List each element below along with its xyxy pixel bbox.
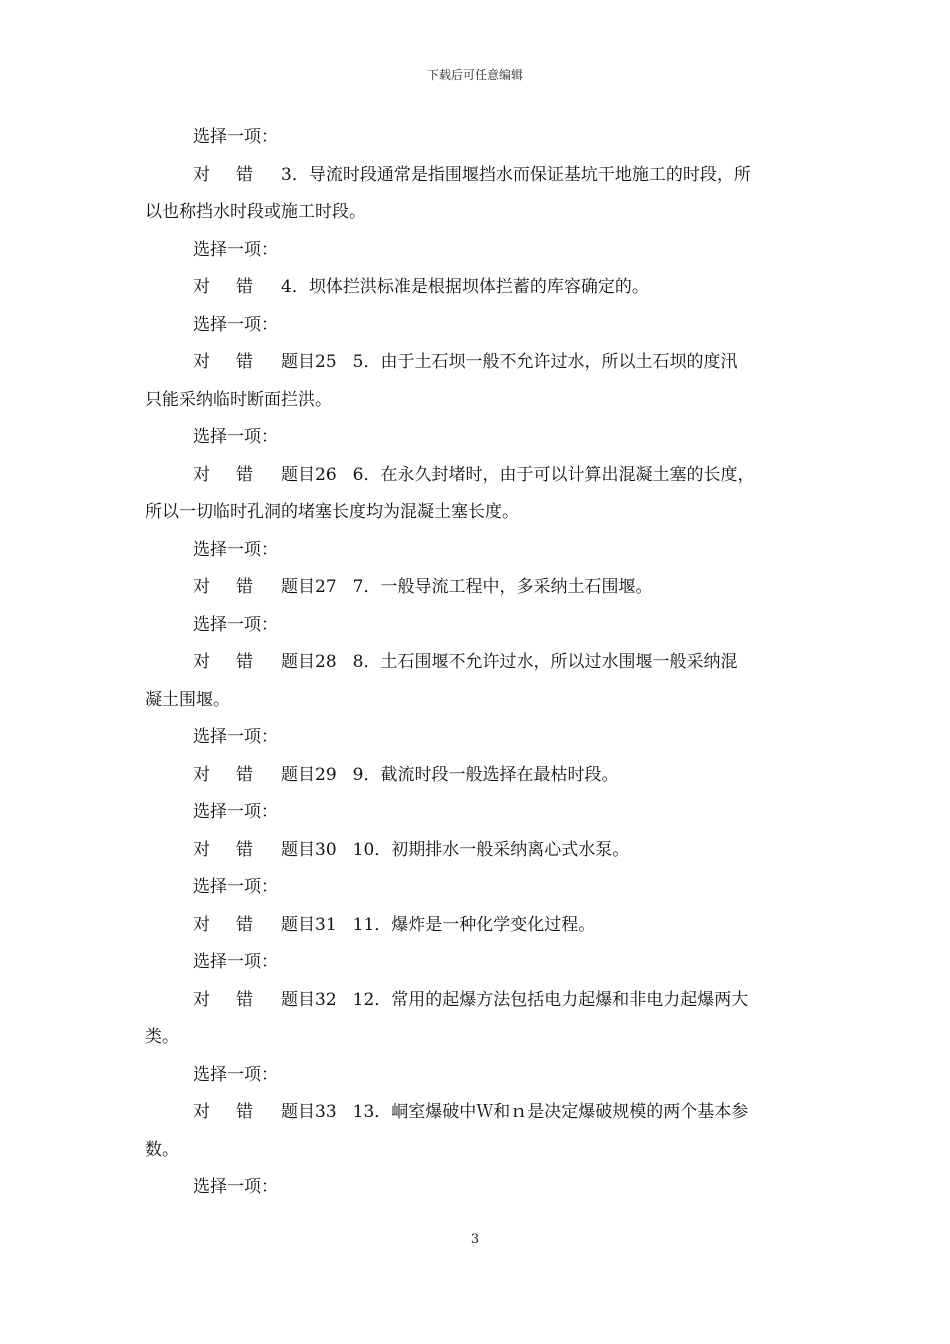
question-tag: 题目28 <box>281 652 337 672</box>
question-line <box>145 344 813 382</box>
question-line <box>145 1094 813 1132</box>
question-line <box>145 157 813 195</box>
question-text: 爆炸是一种化学变化过程。 <box>391 914 596 935</box>
question-text-continued: 类。 <box>145 1027 179 1047</box>
question-text: 峒室爆破中Ｗ和ｎ是决定爆破规模的两个基本参 <box>391 1102 749 1122</box>
option-false[interactable]: 错 <box>236 464 253 485</box>
question-line <box>145 907 813 945</box>
select-one-label: 选择一项： <box>193 239 278 260</box>
question-number: 5． <box>352 352 381 372</box>
question-number: 4． <box>281 277 309 297</box>
question-number: 9． <box>352 764 381 785</box>
option-true[interactable]: 对 <box>193 577 210 597</box>
question-text: 导流时段通常是指围堰挡水而保证基坑干地施工的时段，所 <box>308 164 751 185</box>
question-text: 常用的起爆方法包括电力起爆和非电力起爆两大 <box>391 989 749 1010</box>
question-text-continued: 凝土围堰。 <box>145 689 230 710</box>
question-text-continued: 所以一切临时孔洞的堵塞长度均为混凝土塞长度。 <box>145 502 519 522</box>
option-true[interactable]: 对 <box>193 764 210 785</box>
select-one-label: 选择一项： <box>193 877 278 897</box>
option-true[interactable]: 对 <box>193 1102 210 1122</box>
question-text: 截流时段一般选择在最枯时段。 <box>380 764 619 785</box>
option-false[interactable]: 错 <box>236 839 253 860</box>
option-true[interactable]: 对 <box>193 277 210 297</box>
question-text-continued: 以也称挡水时段或施工时段。 <box>145 202 366 222</box>
question-tag: 题目27 <box>281 577 337 597</box>
option-true[interactable]: 对 <box>193 839 210 860</box>
question-number: 10． <box>352 839 392 860</box>
option-false[interactable]: 错 <box>236 164 253 185</box>
option-true[interactable]: 对 <box>193 464 210 485</box>
page-number: 3 <box>470 1232 480 1247</box>
question-number: 3． <box>281 164 309 185</box>
question-tag: 题目25 <box>281 352 337 372</box>
option-false[interactable]: 错 <box>236 914 253 935</box>
question-line <box>145 757 813 795</box>
option-true[interactable]: 对 <box>193 914 210 935</box>
select-one-label: 选择一项： <box>193 952 278 972</box>
question-number: 11． <box>352 914 392 935</box>
question-tag: 题目29 <box>281 764 337 785</box>
question-text: 坝体拦洪标准是根据坝体拦蓄的库容确定的。 <box>308 277 649 297</box>
question-text: 初期排水一般采纳离心式水泵。 <box>391 839 630 860</box>
question-text: 由于土石坝一般不允许过水，所以土石坝的度汛 <box>380 352 738 372</box>
question-line <box>145 269 813 307</box>
option-false[interactable]: 错 <box>236 352 253 372</box>
select-one-label: 选择一项： <box>193 314 278 335</box>
select-one-label: 选择一项： <box>193 727 278 747</box>
select-one-label: 选择一项： <box>193 1177 278 1197</box>
question-text: 一般导流工程中，多采纳土石围堰。 <box>380 577 653 597</box>
option-false[interactable]: 错 <box>236 1102 253 1122</box>
option-false[interactable]: 错 <box>236 652 253 672</box>
question-tag: 题目26 <box>281 464 337 485</box>
question-number: 7． <box>352 577 381 597</box>
question-line <box>145 644 813 682</box>
question-number: 8． <box>352 652 381 672</box>
question-tag: 题目32 <box>281 989 337 1010</box>
question-number: 12． <box>352 989 392 1010</box>
question-line <box>145 569 813 607</box>
select-one-label: 选择一项： <box>193 614 278 635</box>
question-line <box>145 982 813 1020</box>
option-false[interactable]: 错 <box>236 577 253 597</box>
select-one-label: 选择一项： <box>193 539 278 560</box>
question-text: 在永久封堵时，由于可以计算出混凝土塞的长度， <box>380 464 755 485</box>
question-number: 6． <box>352 464 381 485</box>
option-true[interactable]: 对 <box>193 989 210 1010</box>
select-one-label: 选择一项： <box>193 802 278 822</box>
option-true[interactable]: 对 <box>193 352 210 372</box>
select-one-label: 选择一项： <box>193 427 278 447</box>
option-false[interactable]: 错 <box>236 989 253 1010</box>
question-tag: 题目31 <box>281 914 337 935</box>
page-header: 下载后可任意编辑 <box>426 68 523 82</box>
question-text-continued: 只能采纳临时断面拦洪。 <box>145 389 332 410</box>
question-list <box>145 119 813 1207</box>
select-one-label: 选择一项： <box>193 127 278 147</box>
question-number: 13． <box>352 1102 392 1122</box>
option-true[interactable]: 对 <box>193 652 210 672</box>
question-line <box>145 832 813 870</box>
option-true[interactable]: 对 <box>193 164 210 185</box>
select-one-label: 选择一项： <box>193 1064 278 1085</box>
question-text: 土石围堰不允许过水，所以过水围堰一般采纳混 <box>380 652 738 672</box>
option-false[interactable]: 错 <box>236 277 253 297</box>
question-tag: 题目30 <box>281 839 337 860</box>
question-text-continued: 数。 <box>145 1139 179 1160</box>
question-line <box>145 457 813 495</box>
question-tag: 题目33 <box>281 1102 337 1122</box>
option-false[interactable]: 错 <box>236 764 253 785</box>
